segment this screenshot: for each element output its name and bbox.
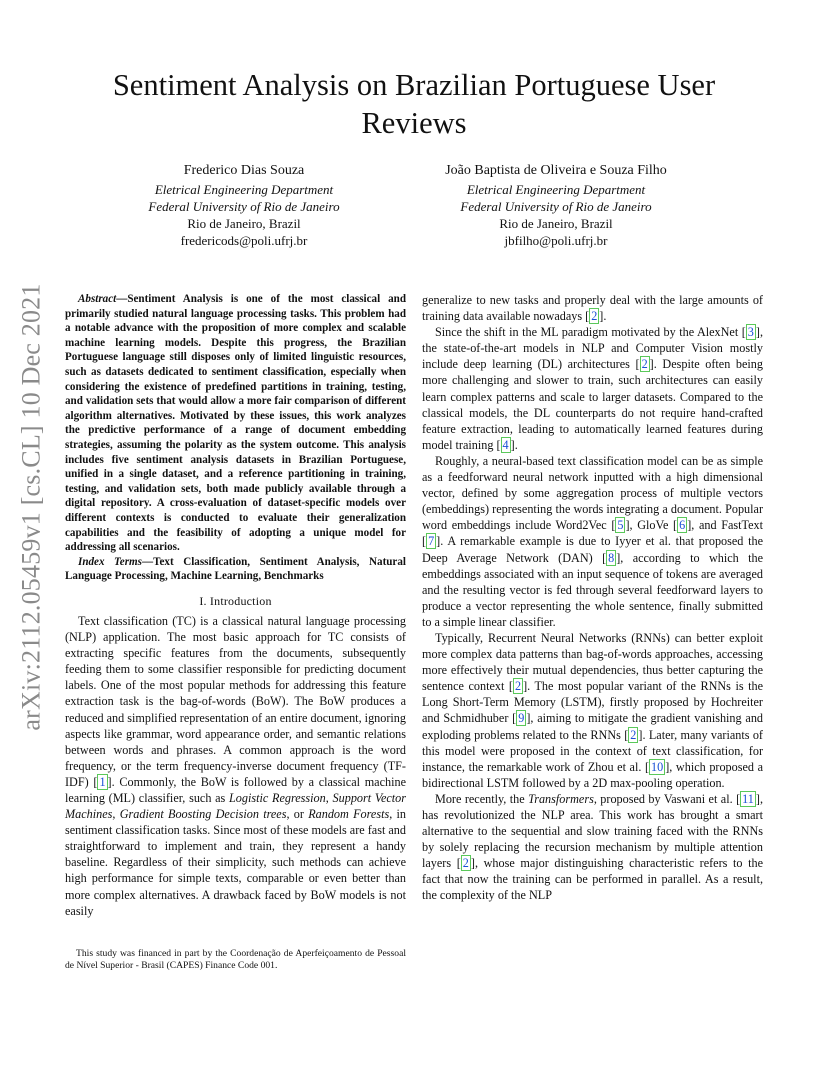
citation-link[interactable]: 2 — [514, 679, 522, 694]
citation-link[interactable]: 2 — [630, 727, 637, 742]
text-run: , — [325, 791, 333, 805]
text-run: , and FastText — [691, 518, 763, 533]
footnote: This study was financed in part by the Coordenação de Aperfeiçoamento de Pessoal de Nível Superior - Brasil (CAPES) Finance Code 001. — [65, 948, 406, 971]
emphasis: Logistic Regression — [229, 791, 326, 805]
text-run: . — [603, 309, 607, 324]
citation-link[interactable]: 2 — [462, 856, 469, 871]
text-run: , according to which the embeddings associated with an input sequence of tokens are averaged and the resulting vector is fed through several feedforward layers to produce a vector representing the whole sentence, finally submitted to a simple linear classifier. — [422, 550, 764, 629]
text-run: . A remarkable example is due to Iyyer et al. that proposed the Deep Average Network (DAN) — [422, 534, 763, 565]
paper-title: Sentiment Analysis on Brazilian Portuguese User Reviews — [112, 68, 716, 140]
text-run: Since the shift in the ML paradigm motivated by the AlexNet — [435, 325, 742, 340]
arxiv-watermark — [4, 282, 60, 732]
paragraph: generalize to new tasks and properly deal with the large amounts of training data available nowadays [ 2 ]. — [422, 293, 763, 324]
index-terms — [65, 555, 406, 584]
author-email: jbfilho@poli.ufrj.br — [504, 233, 608, 248]
citation-link[interactable]: 11 — [742, 791, 754, 806]
paragraph: More recently, the Transformers, proposed by Vaswani et al. [ 11 ], has revolutionized the NLP area. This work has brought a smart alternative to the sequential and slow training faced with the RNNs by solely replacing the recursion mechanism by multiple attention layers [ 2 ], whose major distinguishing characteristic refers to the fact that now the training can be performed in parallel. As a result, the complexity of the NLP — [422, 791, 763, 903]
right-column — [422, 292, 763, 904]
text-run: , in sentiment classification tasks. Since most of these models are fast and straightforward to implement and train, they represent a handy baseline. Regardless of their simplicity, such methods can achieve high performance for simple texts, comparable or even better than more complex alternatives. A drawback faced by BoW models is not easily — [65, 807, 407, 918]
text-run: , GloVe — [629, 518, 674, 533]
text-run: . Despite often being more challenging and slower to train, such architectures can easily learn complex patterns and scale to larger datasets. Compared to the classical models, the DL counterparts do not require hand-crafted feature extraction, leading to automatically learned features during model training — [422, 357, 763, 452]
author-email: fredericods@poli.ufrj.br — [180, 233, 308, 248]
citation-link[interactable]: 4 — [502, 437, 509, 452]
emphasis: Support Vector Machines — [65, 791, 406, 822]
index-terms-text: —Text Classification, Sentiment Analysis, Natural Language Processing, Machine Learning, Benchmarks — [65, 555, 406, 583]
author-location: Rio de Janeiro, Brazil — [499, 216, 613, 231]
citation-link[interactable]: 8 — [608, 550, 615, 565]
citation-link[interactable]: 7 — [428, 534, 435, 549]
text-run: , or — [286, 807, 309, 822]
text-run: Text classification (TC) is a classical natural language processing (NLP) application. The most basic approach for TC consists of extracting specific features from the documents, subsequently feeding them to some classifier responsible for predicting document labels. One of the most popular methods for addressing this feature extraction task is the bag-of-words (BoW). The BoW produces a reduced and simplified representation of an entire document, ignoring aspects like grammar, word appearance order, and semantic relations between words and phrases. A common approach is the word frequency, or the term frequency-inverse document frequency (TF-IDF) — [65, 613, 406, 789]
author-name: João Baptista de Oliveira e Souza Filho — [445, 163, 667, 178]
author-block-2 — [406, 162, 706, 249]
text-run: More recently, the — [435, 791, 529, 806]
author-department: Eletrical Engineering Department — [466, 182, 646, 197]
citation-link[interactable]: 2 — [641, 357, 648, 372]
text-run: , whose major distinguishing characteristic refers to the fact that now the training can be performed in parallel. As a result, the complexity of the NLP — [422, 856, 763, 903]
text-run: , aiming to mitigate the gradient vanishing and exploding problems related to the RNNs — [422, 711, 764, 742]
author-department: Eletrical Engineering Department — [154, 182, 334, 197]
paragraph: Roughly, a neural-based text classification model can be as simple as a feedforward neural network inputted with a high dimensional vector, defined by some aggregation process of multiple vectors (embeddings) representing the words integrating a document. Popular word embeddings include Word2Vec [ 5 ], GloVe [ 6 ], and FastText [ 7 ]. A remarkable example is due to Iyyer et al. that proposed the Deep Average Network (DAN) [ 8 ], according to which the embeddings associated with an input sequence of tokens are averaged and the resulting vector is fed through several feedforward layers to produce a vector representing the whole sentence, finally submitted to a simple linear classifier. — [422, 453, 764, 629]
emphasis: Gradient Boosting Decision trees — [119, 807, 287, 822]
author-name: Frederico Dias Souza — [183, 163, 305, 178]
citation-link[interactable]: 1 — [99, 774, 106, 789]
citation-link[interactable]: 9 — [518, 711, 525, 726]
emphasis: Transformers — [528, 791, 594, 806]
citation-link[interactable]: 10 — [651, 759, 664, 774]
text-run: , has revolutionized the NLP area. This work has brought a smart alternative to the sequential and slow training faced with the RNNs by solely replacing the recursion mechanism by multiple attention layers — [422, 791, 763, 871]
text-run: . — [514, 437, 518, 452]
text-run: , — [112, 807, 120, 822]
citation-link[interactable]: 3 — [747, 325, 754, 340]
arxiv-identifier: arXiv:2112.05459v1 [cs.CL] 10 Dec 2021 — [17, 283, 46, 731]
text-run: Typically, Recurrent Neural Networks (RNNs) can better exploit more complex data patterns than bag-of-words approaches, accessing more effectively their mutual dependencies, thus better capturing the sentence context — [422, 630, 763, 694]
abstract — [65, 292, 406, 555]
author-university: Federal University of Rio de Janeiro — [460, 199, 652, 214]
text-run: . Commonly, the BoW is followed by a classical machine learning (ML) classifier, such as — [65, 774, 406, 805]
text-run: , which proposed a bidirectional LSTM followed by a 2D max-pooling operation. — [422, 759, 763, 790]
left-column — [65, 292, 406, 919]
author-block-1 — [94, 162, 394, 249]
text-run: generalize to new tasks and properly deal with the large amounts of training data available nowadays — [422, 293, 763, 324]
citation-link[interactable]: 5 — [617, 518, 624, 533]
text-run: , the state-of-the-art models in NLP and Computer Vision mostly include deep learning (DL) architectures — [422, 325, 763, 372]
intro-paragraph: Text classification (TC) is a classical natural language processing (NLP) application. The most basic approach for TC consists of extracting specific features from the documents, subsequently feeding them to some classifier responsible for predicting document labels. One of the most popular methods for addressing this feature extraction task is the bag-of-words (BoW). The BoW produces a reduced and simplified representation of an entire document, ignoring aspects like grammar, word appearance order, and semantic relations between words and phrases. A common approach is the word frequency, or the term frequency-inverse document frequency (TF-IDF) [ 1 ]. Commonly, the BoW is followed by a classical machine learning (ML) classifier, such as Logistic Regression, Support Vector Machines, Gradient Boosting Decision trees, or Random Forests, in sentiment classification tasks. Since most of these models are fast and straightforward to implement and train, they represent a handy baseline. Regardless of their simplicity, such methods can achieve high performance for simple texts, comparable or even better than more complex alternatives. A drawback faced by BoW models is not easily — [65, 613, 407, 918]
citation-link[interactable]: 2 — [591, 309, 598, 324]
text-run: Roughly, a neural-based text classification model can be as simple as a feedforward neural network inputted with a high dimensional vector, defined by some aggregation process of multiple vectors (embeddings) representing the words integrating a document. Popular word embeddings include Word2Vec — [422, 453, 763, 533]
text-run: , proposed by Vaswani et al. — [593, 791, 737, 806]
paragraph: Typically, Recurrent Neural Networks (RNNs) can better exploit more complex data patterns than bag-of-words approaches, accessing more effectively their mutual dependencies, thus better capturing the sentence context [ 2 ]. The most popular variant of the RNNs is the Long Short-Term Memory (LSTM), firstly proposed by Hochreiter and Schmidhuber [ 9 ], aiming to mitigate the gradient vanishing and exploding problems related to the RNNs [ 2 ]. Later, many variants of this model were proposed in the context of text classification, for instance, the remarkable work of Zhou et al. [ 10 ], which proposed a bidirectional LSTM followed by a 2D max-pooling operation. — [422, 630, 764, 790]
abstract-lead: Abstract — [78, 293, 117, 305]
paragraph: Since the shift in the ML paradigm motivated by the AlexNet [ 3 ], the state-of-the-art models in NLP and Computer Vision mostly include deep learning (DL) architectures [ 2 ]. Despite often being more challenging and slower to train, such architectures can easily learn complex patterns and scale to larger datasets. Compared to the classical models, the DL counterparts do not require hand-crafted feature extraction, leading to automatically learned features during model training [ 4 ]. — [422, 325, 763, 452]
emphasis: Random Forests — [308, 807, 390, 822]
text-run: . Later, many variants of this model were proposed in the context of text classification, for instance, the remarkable work of Zhou et al. — [422, 727, 763, 774]
author-location: Rio de Janeiro, Brazil — [187, 216, 301, 231]
index-terms-lead: Index Terms — [78, 555, 142, 568]
abstract-text: —Sentiment Analysis is one of the most classical and primarily studied natural language processing tasks. This problem had a notable advance with the proposition of more complex and scalable machine learning models. Despite this progress, the Brazilian Portuguese language still disposes only of limited linguistic resources, such as datasets dedicated to sentiment classification, especially when considering the existence of predefined partitions in training, testing, and validation sets that would allow a more fair comparison of different algorithm alternatives. Motivated by these issues, this work analyzes the predictive performance of a range of document embedding strategies, assuming the polarity as the system outcome. This analysis includes five sentiment analysis datasets in Brazilian Portuguese, unified in a single dataset, and a reference partitioning in training, testing, and validation sets, both made publicly available through a digital repository. A cross-evaluation of dataset-specific models over different contexts is conducted to evaluate their generalization capabilities and the feasibility of adopting a unique model for addressing all scenarios. — [65, 293, 406, 554]
citation-link[interactable]: 6 — [679, 518, 686, 533]
text-run: . The most popular variant of the RNNs is the Long Short-Term Memory (LSTM), firstly proposed by Hochreiter and Schmidhuber — [422, 679, 764, 726]
author-university: Federal University of Rio de Janeiro — [148, 199, 340, 214]
section-heading: I. Introduction — [199, 593, 272, 608]
